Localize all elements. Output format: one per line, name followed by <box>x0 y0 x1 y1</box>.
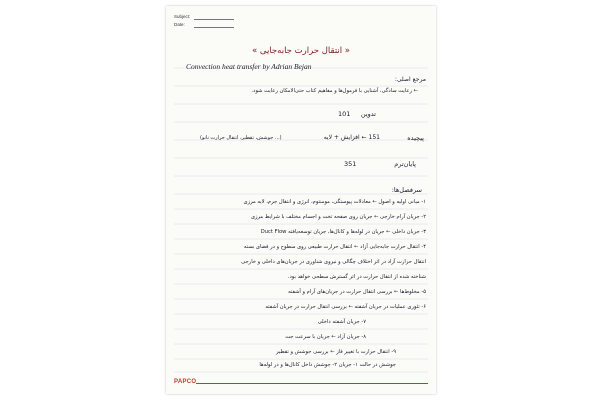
level-1-label: تدوین <box>360 110 376 118</box>
level-3-number: 351 <box>344 160 357 168</box>
subject-line <box>194 19 234 20</box>
topics-heading: سرفصل‌ها: <box>391 186 422 194</box>
reference-note: ← رعایت سادگی، آشنایی با فرمول‌ها و مفاهیم کتاب حتی‌الامکان رعایت شود. <box>251 88 418 94</box>
level-1-number: 101 <box>338 110 351 118</box>
level-2-note: (جوشش، تقطیر، انتقال حرارت نانو ...) <box>200 135 282 141</box>
topic-item: ۴- انتقال حرارت جابه‌جایی آزاد ← انتقال حرارت طبیعی روی سطوح و در فضای بسته <box>243 244 426 250</box>
topic-item: ۸- جریان آزاد ← جریان با سرعت جت <box>285 334 366 340</box>
subject-label: Subject: <box>174 14 191 19</box>
brand-underline <box>196 383 428 384</box>
level-3-label: پایان‌ترم <box>394 160 416 168</box>
brand-logo: PAPCO <box>174 379 197 385</box>
topic-item: ۹- انتقال حرارت با تغییر فاز ← بررسی جوشش و تقطیر <box>276 349 396 355</box>
topic-item: ۶- تئوری عملیات در جریان آشفته ← بررسی انتقال حرارت در جریان آشفته <box>265 304 426 310</box>
level-2-label: پیچیده <box>407 134 424 142</box>
topic-item: ۲- جریان آرام خارجی ← جریان روی صفحه تخت و اجسام مختلف با شرایط مرزی <box>250 214 426 220</box>
date-label: Date: <box>174 22 185 27</box>
topic-item: ۷- جریان آشفته داخلی <box>317 319 366 325</box>
topic-item: جوشش در حالت ۱- جریان ۲- جوشش داخل کانال‌ها و در لوله‌ها <box>259 362 396 368</box>
topic-item: شناخته شده از انتقال حرارت در اثر گسترش سطحی خواهد بود. <box>287 274 426 280</box>
topic-item: ۳- جریان داخلی ← جریان در لوله‌ها و کانال‌ها، جریان توسعه‌یافته Duct Flow <box>260 229 426 235</box>
date-line <box>194 27 234 28</box>
topic-item: انتقال حرارت آزاد در اثر اختلاف چگالی و نیروی شناوری در جریان‌های داخلی و خارجی <box>241 259 426 265</box>
book-title: Convection heat transfer by Adrian Bejan <box>186 62 312 71</box>
reference-label: مرجع اصلی: <box>394 76 426 83</box>
topic-item: ۱- مبانی اولیه و اصول ← معادلات پیوستگی، مومنتوم، انرژی و انتقال جرم، لایه مرزی <box>243 199 426 205</box>
level-2-number: 151 ← افزایش + لایه <box>323 134 380 141</box>
page-title: « انتقال حرارت جابه‌جایی » <box>251 46 351 56</box>
notebook-page <box>166 6 436 394</box>
topic-item: ۵- مخلوط‌ها ← بررسی انتقال حرارت در جریان‌های آرام و آشفته <box>288 289 426 295</box>
